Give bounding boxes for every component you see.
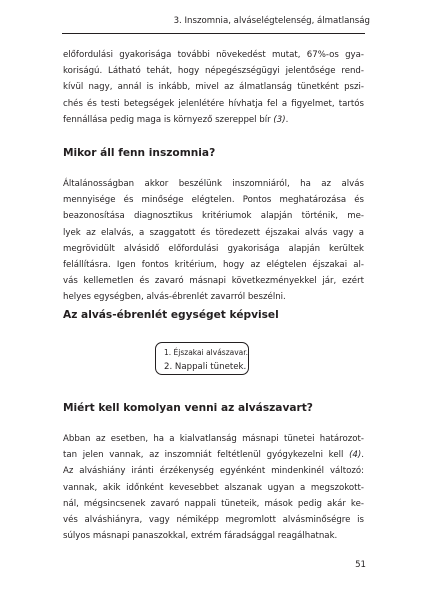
paragraph-line: vás kellemetlen és zavaró másnapi következményekkel jár, ezért <box>63 276 364 287</box>
paragraph-line: Az alváshiány iránti érzékenység egyénként mindenkinél változó: <box>63 466 364 477</box>
section-heading-when: Mikor áll fenn inszomnia? <box>63 147 216 159</box>
list-item: 2. Nappali tünetek. <box>164 362 247 372</box>
running-header: 3. Inszomnia, alváselégtelenség, álmatlanság <box>173 16 370 26</box>
paragraph-line: mennyisége és minősége elégtelen. Pontos meghatározása és <box>63 195 364 206</box>
paragraph-line: nál, mégsincsenek zavaró nappali tüneteik, mások pedig akár ke- <box>63 498 364 509</box>
paragraph-line: megrövidült alvásidő előfordulási gyakorisága alapján kerültek <box>63 243 364 254</box>
header-rule <box>62 33 365 34</box>
list-item: 1. Éjszakai alvászavar. <box>164 347 249 357</box>
section-heading-unity: Az alvás-ébrenlét egységet képvisel <box>63 309 279 321</box>
paragraph-line: Abban az esetben, ha a kialvatlanság másnapi tünetei határozot- <box>63 434 364 444</box>
section-paragraph-why <box>63 431 364 544</box>
paragraph-line: fennállása pedig maga is környező szereppel bír (3). <box>63 114 289 125</box>
paragraph-line: felállításra. Igen fontos kritérium, hogy az elégtelen éjszakai al- <box>63 259 364 270</box>
paragraph-line: koriságú. Látható tehát, hogy népegészségügyi jelentősége rend- <box>63 66 364 77</box>
paragraph-line: lyek az elalvás, a szaggatott és töredezett éjszakai alvás vagy a <box>63 227 364 238</box>
paragraph-line: vannak, akik időnként kevesebbet alszanak ugyan a megszokott- <box>63 482 364 493</box>
paragraph-line: tan jelen vannak, az inszomniát feltétlenül gyógykezelni kell (4). <box>63 450 364 461</box>
intro-paragraph <box>63 47 364 128</box>
paragraph-line: helyes egységben, alvás-ébrenlét zavarról beszélni. <box>63 292 286 303</box>
paragraph-line: előfordulási gyakorisága további növekedést mutat, 67%-os gya- <box>63 50 364 60</box>
section-heading-why: Miért kell komolyan venni az alvászavart? <box>63 402 313 414</box>
paragraph-line: kívül nagy, annál is inkább, mivel az álmatlanság tünetként pszi- <box>63 82 364 93</box>
paragraph-line: beazonosítása diagnosztikus kritériumok alapján történik, me- <box>63 211 364 222</box>
paragraph-line: súlyos másnapi panaszokkal, extrém fáradsággal reagálhatnak. <box>63 531 338 542</box>
section-paragraph-when <box>63 176 364 306</box>
paragraph-line: Általánosságban akkor beszélünk inszomniáról, ha az alvás <box>63 179 364 189</box>
list-box <box>155 342 249 375</box>
page-number: 51 <box>355 560 366 570</box>
paragraph-line: chés és testi betegségek jelenlétére hívhatja fel a figyelmet, tartós <box>63 98 364 109</box>
paragraph-line: vés alváshiányra, vagy némiképp megromlott alvásminőségre is <box>63 514 364 525</box>
